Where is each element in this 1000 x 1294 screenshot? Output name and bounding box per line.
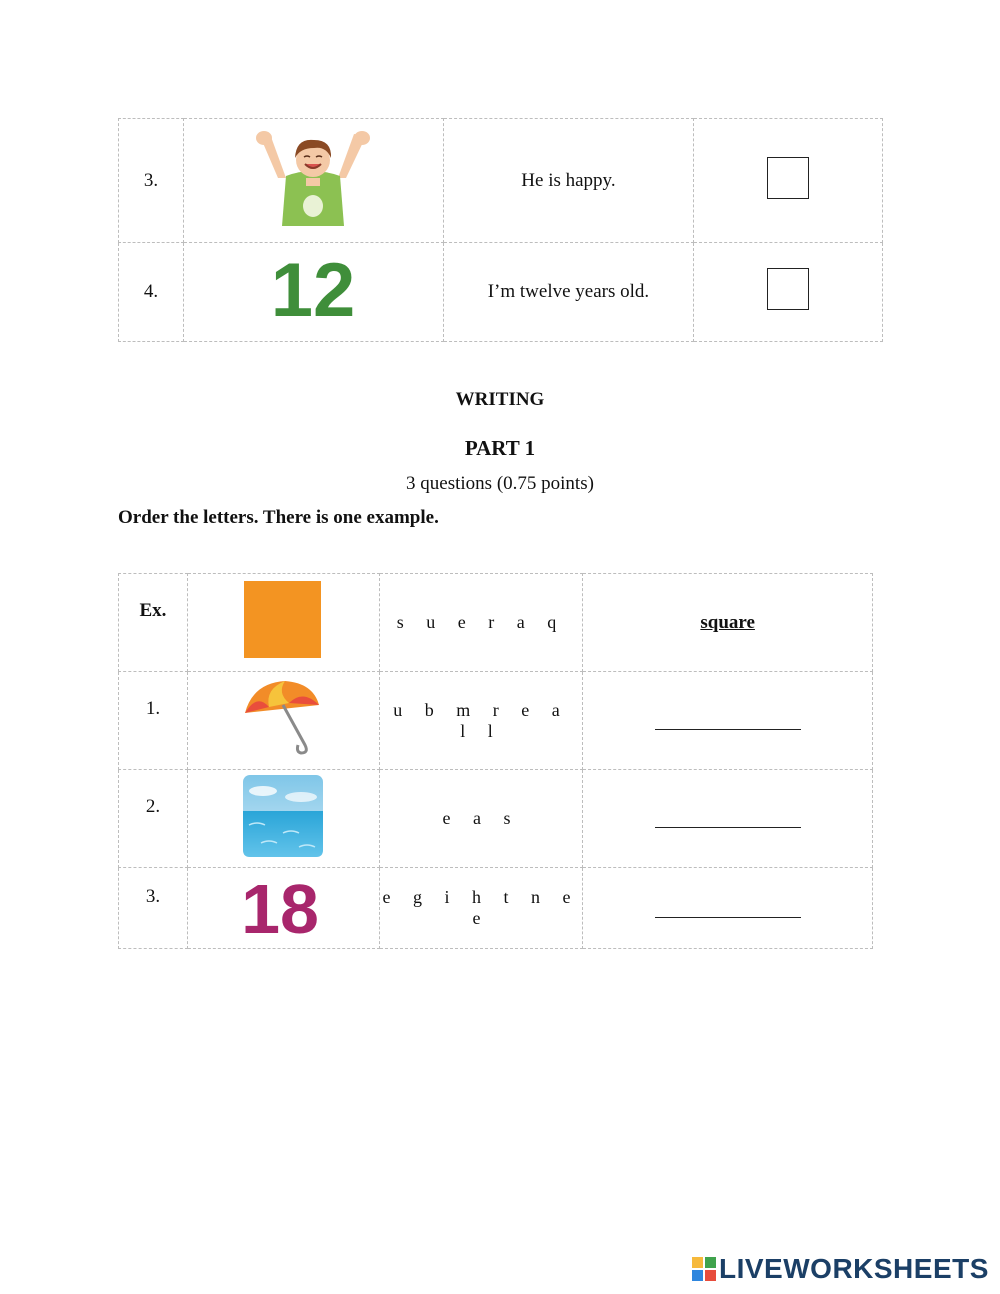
- tick-checkbox[interactable]: [767, 268, 809, 310]
- writing-table: [118, 573, 873, 949]
- answer-cell: [583, 672, 873, 770]
- section-title: WRITING: [455, 389, 545, 410]
- table-row: [119, 770, 873, 868]
- sentence: He is happy.: [443, 119, 694, 243]
- number-12-text: 12: [270, 254, 356, 324]
- example-answer: square: [700, 611, 755, 633]
- boy-cheering-icon: [248, 128, 378, 228]
- sea-icon: [243, 775, 323, 857]
- number-12-picture: [183, 243, 443, 342]
- answer-cell: [583, 868, 873, 949]
- part-title: PART 1: [464, 436, 536, 460]
- scrambled-letters: e a s: [379, 770, 583, 868]
- number-12-icon: [263, 254, 363, 324]
- answer-blank[interactable]: [655, 705, 801, 730]
- number-18-icon: [238, 871, 328, 939]
- answer-cell: [583, 770, 873, 868]
- number-18-text: 18: [241, 871, 320, 939]
- row-number: 3.: [119, 119, 184, 243]
- answer-blank[interactable]: [655, 893, 801, 918]
- square-icon: [243, 580, 323, 660]
- row-number: 1.: [119, 672, 188, 770]
- part-subtitle: 3 questions (0.75 points): [406, 473, 594, 494]
- listening-table: [118, 118, 883, 342]
- scrambled-letters: s u e r a q: [379, 574, 583, 672]
- boy-cheering-picture: [183, 119, 443, 243]
- table-row: [119, 243, 883, 342]
- row-number: 3.: [119, 868, 188, 949]
- liveworksheets-logo: [692, 1253, 989, 1285]
- sea-picture: [187, 770, 379, 868]
- logo-text: LIVEWORKSHEETS: [719, 1253, 989, 1284]
- umbrella-picture: [187, 672, 379, 770]
- answer-cell: [694, 119, 883, 243]
- number-18-picture: [187, 868, 379, 949]
- table-row: [119, 119, 883, 243]
- table-row: [119, 868, 873, 949]
- tick-checkbox[interactable]: [767, 157, 809, 199]
- example-row: [119, 574, 873, 672]
- row-number: 4.: [119, 243, 184, 342]
- scrambled-letters: e g i h t n e e: [379, 868, 583, 949]
- row-number: Ex.: [119, 574, 188, 672]
- answer-blank[interactable]: [655, 803, 801, 828]
- orange-square-picture: [187, 574, 379, 672]
- liveworksheets-mark-icon: [692, 1257, 716, 1281]
- sentence: I’m twelve years old.: [443, 243, 694, 342]
- instruction: Order the letters. There is one example.: [118, 507, 439, 528]
- row-number: 2.: [119, 770, 188, 868]
- answer-cell: [583, 574, 873, 672]
- scrambled-letters: u b m r e a l l: [379, 672, 583, 770]
- table-row: [119, 672, 873, 770]
- answer-cell: [694, 243, 883, 342]
- umbrella-icon: [243, 679, 323, 757]
